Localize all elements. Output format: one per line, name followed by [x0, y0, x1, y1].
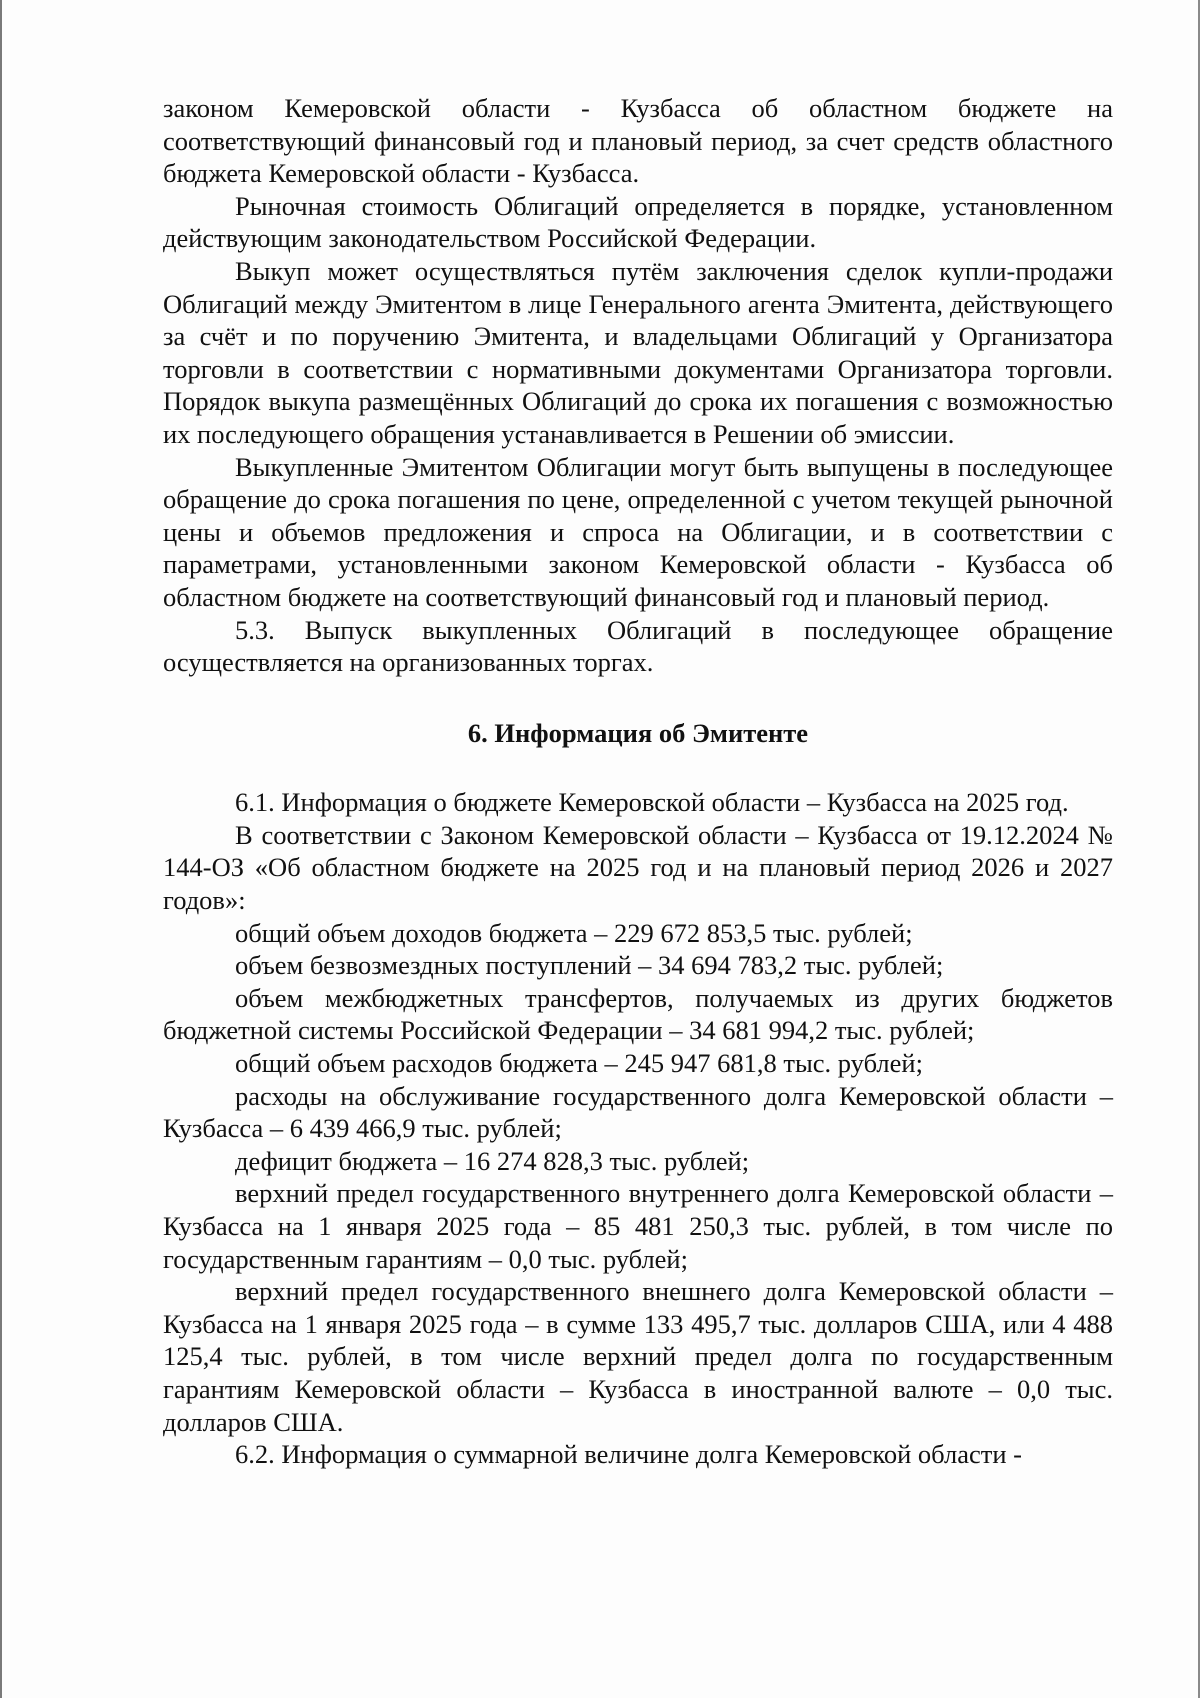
paragraph-continuation: законом Кемеровской области - Кузбасса об областном бюджете на соответствующий финансовый год и плановый период, за счет средств областного бюджета Кемеровской области - Кузбасса.: [163, 93, 1113, 189]
paragraph-6-1: 6.1. Информация о бюджете Кемеровской области – Кузбасса на 2025 год.: [235, 787, 1069, 818]
list-item-internal-debt: верхний предел государственного внутреннего долга Кемеровской области – Кузбасса на 1 января 2025 года – 85 481 250,3 тыс. рублей, в том числе по государственным гарантиям – 0,0 тыс. рублей;: [163, 1178, 1113, 1274]
list-item-debt-service: расходы на обслуживание государственного долга Кемеровской области – Кузбасса – 6 439 466,9 тыс. рублей;: [163, 1080, 1113, 1144]
list-item-expenses: общий объем расходов бюджета – 245 947 681,8 тыс. рублей;: [235, 1048, 923, 1079]
paragraph-law-reference: В соответствии с Законом Кемеровской области – Кузбасса от 19.12.2024 № 144-ОЗ «Об областном бюджете на 2025 год и на плановый период 2026 и 2027 годов»:: [163, 819, 1113, 916]
section-heading: 6. Информация об Эмитенте: [467, 717, 809, 748]
list-item-transfers: объем межбюджетных трансфертов, получаемых из других бюджетов бюджетной системы Российской Федерации – 34 681 994,2 тыс. рублей;: [163, 982, 1113, 1046]
scan-edge-left: [0, 0, 2, 1698]
list-item-grants: объем безвозмездных поступлений – 34 694 783,2 тыс. рублей;: [235, 950, 944, 981]
paragraph-5-3: 5.3. Выпуск выкупленных Облигаций в последующее обращение осуществляется на организованных торгах.: [163, 614, 1113, 678]
list-item-deficit: дефицит бюджета – 16 274 828,3 тыс. рублей;: [235, 1145, 750, 1176]
paragraph-reissue: Выкупленные Эмитентом Облигации могут быть выпущены в последующее обращение до срока погашения по цене, определенной с учетом текущей рыночной цены и объемов предложения и спроса на Облигации, и в соответствии с параметрами, установленными законом Кемеровской области - Кузбасса об областном бюджете на соответствующий финансовый год и плановый период.: [163, 451, 1113, 612]
document-body: [163, 92, 1113, 1471]
list-item-revenue: общий объем доходов бюджета – 229 672 853,5 тыс. рублей;: [235, 917, 913, 948]
list-item-external-debt: верхний предел государственного внешнего долга Кемеровской области – Кузбасса на 1 января 2025 года – в сумме 133 495,7 тыс. долларов США, или 4 488 125,4 тыс. рублей, в том числе верхний предел долга по государственным гарантиям Кемеровской области – Кузбасса в иностранной валюте – 0,0 тыс. долларов США.: [163, 1276, 1113, 1437]
paragraph-buyback: Выкуп может осуществляться путём заключения сделок купли-продажи Облигаций между Эмитентом в лице Генерального агента Эмитента, действующего за счёт и по поручению Эмитента, и владельцами Облигаций у Организатора торговли в соответствии с нормативными документами Организатора торговли. Порядок выкупа размещённых Облигаций до срока их погашения с возможностью их последующего обращения устанавливается в Решении об эмиссии.: [163, 255, 1113, 449]
paragraph-6-2: 6.2. Информация о суммарной величине долга Кемеровской области -: [235, 1439, 1022, 1470]
paragraph-market-value: Рыночная стоимость Облигаций определяется в порядке, установленном действующим законодательством Российской Федерации.: [163, 190, 1113, 254]
